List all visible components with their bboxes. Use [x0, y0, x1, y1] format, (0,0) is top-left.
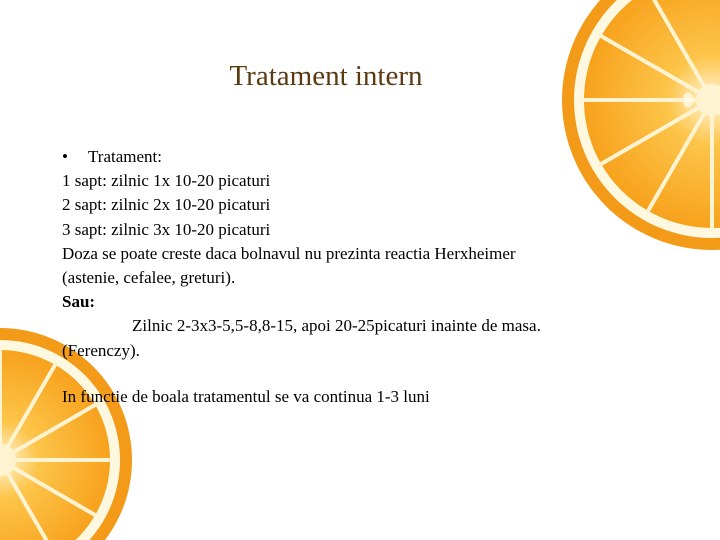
dose-increase-symptoms: (astenie, cefalee, greturi).: [62, 268, 236, 288]
treatment-duration-note: In functie de boala tratamentul se va continua 1-3 luni: [62, 386, 430, 406]
dosage-week-1: 1 sapt: zilnic 1x 10-20 picaturi: [62, 171, 271, 191]
alternative-source: (Ferenczy).: [62, 340, 140, 360]
slide-title: Tratament intern: [229, 60, 423, 92]
slide-body: [62, 145, 652, 409]
alternative-label: Sau:: [62, 292, 96, 312]
alternative-dosage: Zilnic 2-3x3-5,5-8,8-15, apoi 20-25picaturi inainte de masa.: [132, 316, 541, 336]
bullet-icon: •: [62, 147, 68, 166]
treatment-heading-text: Tratament:: [88, 147, 162, 166]
spacer: [62, 363, 652, 385]
dosage-week-3: 3 sapt: zilnic 3x 10-20 picaturi: [62, 219, 271, 239]
treatment-heading: [62, 145, 652, 169]
dosage-week-2: 2 sapt: zilnic 2x 10-20 picaturi: [62, 195, 271, 215]
dose-increase-note: Doza se poate creste daca bolnavul nu prezinta reactia Herxheimer: [62, 243, 516, 263]
